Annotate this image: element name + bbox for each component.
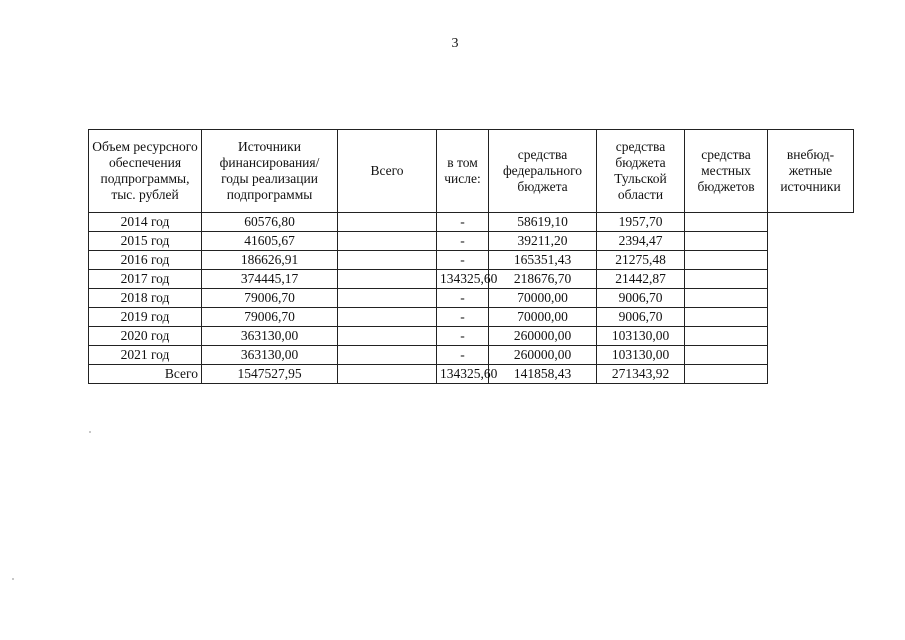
table-row [89,308,854,327]
regional-cell: 218676,70 [489,270,597,289]
total-row-label: Всего [89,365,202,384]
regional-cell: 58619,10 [489,213,597,232]
scan-speck [12,578,14,580]
year-cell: 2017 год [89,270,202,289]
federal-cell: - [437,327,489,346]
regional-cell: 39211,20 [489,232,597,251]
header-extrabudgetary: внебюд-жетные источники [768,130,854,213]
federal-cell: - [437,232,489,251]
header-resource-volume: Объем ресурсного обеспечения подпрограммы, тыс. рублей [89,130,202,213]
local-cell: 1957,70 [597,213,685,232]
local-cell: 103130,00 [597,327,685,346]
federal-cell: - [437,213,489,232]
federal-cell: 134325,60 [437,270,489,289]
local-cell: 21442,87 [597,270,685,289]
federal-cell: - [437,289,489,308]
table-row [89,213,854,232]
header-tula-region-budget: средства бюджета Тульской области [597,130,685,213]
extra-cell [685,251,768,270]
including-cell [338,308,437,327]
total-cell: 374445,17 [202,270,338,289]
local-total-cell: 271343,92 [597,365,685,384]
regional-cell: 70000,00 [489,308,597,327]
total-cell: 363130,00 [202,346,338,365]
extra-cell [685,270,768,289]
federal-cell: - [437,308,489,327]
including-cell [338,289,437,308]
year-cell: 2014 год [89,213,202,232]
table-row [89,289,854,308]
including-cell [338,365,437,384]
regional-total-cell: 141858,43 [489,365,597,384]
regional-cell: 165351,43 [489,251,597,270]
table-row [89,270,854,289]
extra-cell [685,289,768,308]
grand-total-cell: 1547527,95 [202,365,338,384]
header-local-budgets: средства местных бюджетов [685,130,768,213]
federal-total-cell: 134325,60 [437,365,489,384]
local-cell: 103130,00 [597,346,685,365]
total-cell: 186626,91 [202,251,338,270]
including-cell [338,251,437,270]
total-row [89,365,854,384]
page-number: 3 [451,36,459,51]
local-cell: 21275,48 [597,251,685,270]
extra-cell [685,213,768,232]
total-cell: 60576,80 [202,213,338,232]
regional-cell: 260000,00 [489,327,597,346]
total-cell: 79006,70 [202,289,338,308]
header-federal-budget: средства федерального бюджета [489,130,597,213]
table-header-row [89,130,854,213]
including-cell [338,346,437,365]
year-cell: 2018 год [89,289,202,308]
extra-cell [685,232,768,251]
local-cell: 2394,47 [597,232,685,251]
table-row [89,346,854,365]
total-cell: 363130,00 [202,327,338,346]
budget-table [88,129,854,384]
including-cell [338,327,437,346]
year-cell: 2021 год [89,346,202,365]
regional-cell: 70000,00 [489,289,597,308]
year-cell: 2015 год [89,232,202,251]
including-cell [338,232,437,251]
table-row [89,251,854,270]
year-cell: 2020 год [89,327,202,346]
federal-cell: - [437,251,489,270]
year-cell: 2016 год [89,251,202,270]
total-cell: 79006,70 [202,308,338,327]
including-cell [338,213,437,232]
including-cell [338,270,437,289]
regional-cell: 260000,00 [489,346,597,365]
local-cell: 9006,70 [597,289,685,308]
extra-total-cell [685,365,768,384]
extra-cell [685,346,768,365]
local-cell: 9006,70 [597,308,685,327]
total-cell: 41605,67 [202,232,338,251]
extra-cell [685,308,768,327]
scan-speck [89,431,91,433]
header-including: в том числе: [437,130,489,213]
year-cell: 2019 год [89,308,202,327]
header-total: Всего [338,130,437,213]
table-row [89,232,854,251]
table-row [89,327,854,346]
extra-cell [685,327,768,346]
header-funding-sources: Источники финансирования/ годы реализации подпрограммы [202,130,338,213]
federal-cell: - [437,346,489,365]
